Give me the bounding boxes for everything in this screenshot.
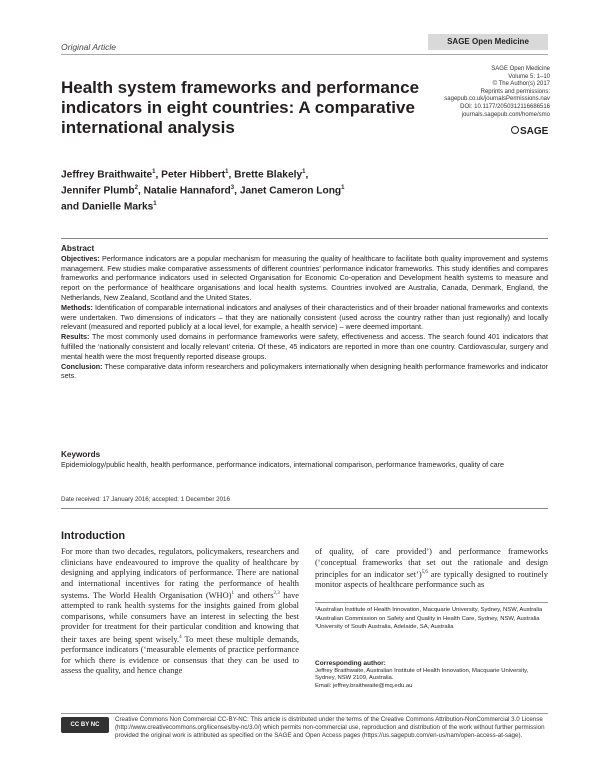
- keywords-text: Epidemiology/public health, health performance, performance indicators, international comparison, performance frameworks, quality of care: [61, 459, 505, 469]
- license-divider: [61, 713, 548, 714]
- author: Peter Hibbert: [161, 169, 226, 181]
- keywords: [61, 450, 548, 470]
- author-affiliation: 1: [302, 169, 306, 175]
- author-separator: ,: [234, 185, 240, 197]
- author-affiliation: 3: [230, 184, 235, 191]
- introduction-left-column: [61, 547, 299, 677]
- meta-copyright: © The Author(s) 2017: [492, 81, 550, 88]
- author: Jennifer Plumb: [61, 185, 135, 197]
- citation[interactable]: 2,3: [273, 591, 280, 596]
- citation[interactable]: 1: [231, 591, 234, 596]
- meta-volume: Volume 5: 1–10: [508, 73, 550, 80]
- intro-text: To meet these multiple demands, performance indicators (‘measurable elements of practice performance for which there is evidence or consensus that they can be used to assess the quality, and hence change: [61, 634, 299, 676]
- author-separator: ,: [228, 169, 235, 181]
- results-label: Results:: [61, 332, 90, 342]
- journal-meta: [440, 66, 550, 119]
- intro-text: and others: [233, 590, 274, 600]
- meta-reprints-url[interactable]: sagepub.co.uk/journalsPermissions.nav: [444, 96, 550, 103]
- abstract-heading: Abstract: [61, 244, 95, 253]
- author: and Danielle Marks: [61, 201, 154, 213]
- meta-journal: SAGE Open Medicine: [491, 66, 550, 72]
- corresponding-heading: Corresponding author:: [315, 660, 386, 667]
- footnote-item: ²Australian Commission on Safety and Quality in Health Care, Sydney, NSW, Australia: [315, 615, 540, 622]
- affiliation-footnotes: [315, 607, 548, 633]
- objectives-text: Performance indicators are a popular mechanism for measuring the quality of healthcare to facilitate both quality improvement and systems management. Few studies make comparative assessments of different countries’ performance indicator frameworks. This study identifies and compares frameworks and performance indicators used in selected Organisation for Economic Co-operation and Development health systems to measure and report on the performance of healthcare organisations and local health systems. Countries involved are Australia, Canada, Denmark, England, the Netherlands, New Zealand, Scotland and the United States.: [61, 253, 548, 302]
- sage-logo: [511, 126, 548, 137]
- author-affiliation: 2: [134, 184, 138, 191]
- conclusion-label: Conclusion:: [61, 361, 103, 371]
- author: Brette Blakely: [234, 169, 303, 181]
- abstract-objectives: [61, 254, 548, 303]
- abstract-results: [61, 332, 548, 361]
- meta-journal-url[interactable]: journals.sagepub.com/home/smo: [461, 111, 550, 118]
- corresponding-address: Jeffrey Braithwaite, Australian Institute of Health Innovation, Macquarie University, Sydney, NSW 2109, Australia.: [315, 667, 529, 682]
- footnote-item: ¹Australian Institute of Health Innovation, Macquarie University, Sydney, NSW, Australia: [315, 607, 543, 613]
- author-separator: ,: [155, 169, 162, 181]
- introduction-right-column: [315, 547, 548, 591]
- citation[interactable]: 4: [179, 634, 182, 640]
- methods-label: Methods:: [61, 302, 93, 312]
- abstract-conclusion: [61, 362, 548, 382]
- meta-doi[interactable]: DOI: 10.1177/2050312116686516: [460, 103, 550, 110]
- results-text: The most commonly used domains in performance frameworks were safety, effectiveness and access. The search found 401 indicators that fulfilled the ‘nationally consistent and locally relevant’ criteria. Of these, 45 indicators are reported in more than one country. Cardiovascular, surgery and mental health were the most frequently reported disease groups.: [61, 332, 548, 361]
- received-dates: Date received: 17 January 2016; accepted: 1 December 2016: [61, 496, 230, 503]
- author: Jeffrey Braithwaite: [61, 169, 153, 181]
- citation[interactable]: 5,6: [421, 570, 428, 575]
- methods-text: Identification of comparable international indicators and analyses of their characteristics and of their broader national frameworks and contexts were undertaken. Two dimensions of indicators – that they are nationally consistent (used across the country rather than just regionally) and locally relevant (measured and reported publicly at a local level, for example, a health service) – were deemed important.: [61, 302, 548, 332]
- footnote-item: ³University of South Australia, Adelaide, SA, Australia: [315, 624, 454, 631]
- journal-badge: SAGE Open Medicine: [428, 34, 548, 50]
- article-title: Health system frameworks and performance indicators in eight countries: A comparative international analysis: [61, 78, 420, 137]
- author-affiliation: 1: [152, 169, 156, 175]
- abstract-methods: [61, 303, 548, 332]
- author: Janet Cameron Long: [239, 185, 342, 197]
- sage-logo-text: SAGE: [520, 126, 549, 137]
- author-list: [61, 166, 381, 214]
- intro-text: For more than two decades, regulators, policymakers, researchers and clinicians have endeavoured to improve the quality of healthcare by designing and applying indicators of performance. There are national and international incentives for rating the performance of health systems. The World Health Organisation (WHO): [61, 547, 299, 600]
- cc-license-badge[interactable]: CC BY NC: [61, 717, 109, 733]
- author-affiliation: 1: [153, 200, 157, 207]
- meta-reprints: Reprints and permissions:: [480, 88, 550, 95]
- abstract-top-divider: [61, 238, 548, 239]
- author-affiliation: 1: [225, 169, 229, 175]
- intro-text: are typically designed to routinely monitor aspects of healthcare performance such as: [315, 569, 548, 590]
- author-separator: ,: [305, 169, 309, 181]
- intro-text: of quality, of care provided’) and performance frameworks (‘conceptual frameworks that set out the rationale and design principles for an indicator set’): [315, 547, 548, 579]
- corresponding-email[interactable]: Email: jeffrey.braithwaite@mq.edu.au: [315, 682, 413, 689]
- conclusion-text: These comparative data inform researchers and policymakers internationally when designing health performance frameworks and indicator sets.: [61, 361, 548, 381]
- abstract: [61, 244, 548, 381]
- article-type: Original Article: [61, 42, 116, 52]
- author-separator: ,: [137, 185, 144, 197]
- sage-ring-icon: [511, 126, 519, 134]
- license-text: Creative Commons Non Commercial CC-BY-NC: This article is distributed under the terms of the Creative Commons Attribution-NonCommercial 3.0 License (http://www.creativecommons.org/licenses/by-nc/3.0/) which permits non-commercial use, reproduction and distribution of the work without further permission provided the original work is attributed as specified on the SAGE and Open Access pages (https://us.sagepub.com/en-us/nam/open-access-at-sage).: [115, 716, 545, 739]
- abstract-bottom-divider: [61, 508, 548, 509]
- footnote-divider: [315, 602, 548, 603]
- corresponding-author: [315, 660, 548, 690]
- header-divider: [61, 54, 548, 55]
- author-affiliation: 1: [341, 184, 345, 191]
- keywords-heading: Keywords: [61, 450, 101, 459]
- objectives-label: Objectives:: [61, 253, 100, 263]
- author: Natalie Hannaford: [143, 185, 231, 197]
- intro-text: have attempted to rank health systems for the insights gained from global comparisons, while consumers have an interest in selecting the best provider for treatment for their particular condition and knowing that their taxes are being spent wisely.: [61, 590, 300, 644]
- introduction-heading: Introduction: [61, 530, 126, 542]
